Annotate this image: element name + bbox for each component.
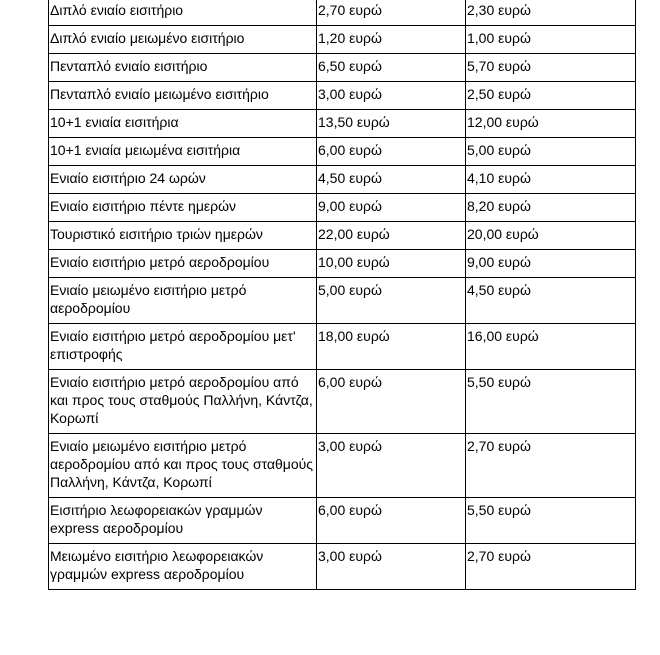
new-price-cell: 5,70 ευρώ [466,54,636,82]
table-row [49,434,636,498]
new-price-cell: 2,70 ευρώ [466,544,636,590]
price-cell: 6,00 ευρώ [317,498,466,544]
price-cell: 9,00 ευρώ [317,194,466,222]
ticket-type-cell: Ενιαίο εισιτήριο μετρό αεροδρομίου μετ' επιστροφής [49,324,317,370]
price-cell: 1,20 ευρώ [317,26,466,54]
ticket-type-cell: Μειωμένο εισιτήριο λεωφορειακών γραμμών express αεροδρομίου [49,544,317,590]
new-price-cell: 2,70 ευρώ [466,434,636,498]
table-row [49,324,636,370]
new-price-cell: 5,50 ευρώ [466,370,636,434]
ticket-type-cell: Ενιαίο εισιτήριο μετρό αεροδρομίου από και προς τους σταθμούς Παλλήνη, Κάντζα, Κορωπί [49,370,317,434]
table-row [49,194,636,222]
new-price-cell: 5,50 ευρώ [466,498,636,544]
price-cell: 13,50 ευρώ [317,110,466,138]
new-price-cell: 2,30 ευρώ [466,0,636,26]
ticket-type-cell: Διπλό ενιαίο εισιτήριο [49,0,317,26]
new-price-cell: 1,00 ευρώ [466,26,636,54]
table-row [49,498,636,544]
table-row [49,278,636,324]
price-cell: 6,00 ευρώ [317,370,466,434]
price-cell: 5,00 ευρώ [317,278,466,324]
new-price-cell: 4,10 ευρώ [466,166,636,194]
table-row [49,370,636,434]
ticket-type-cell: Διπλό ενιαίο μειωμένο εισιτήριο [49,26,317,54]
new-price-cell: 5,00 ευρώ [466,138,636,166]
ticket-type-cell: Εισιτήριο λεωφορειακών γραμμών express αεροδρομίου [49,498,317,544]
table-row [49,222,636,250]
new-price-cell: 8,20 ευρώ [466,194,636,222]
ticket-type-cell: Ενιαίο εισιτήριο 24 ωρών [49,166,317,194]
ticket-type-cell: Ενιαίο μειωμένο εισιτήριο μετρό αεροδρομίου [49,278,317,324]
fare-table [48,0,636,590]
table-row [49,26,636,54]
ticket-type-cell: 10+1 ενιαία μειωμένα εισιτήρια [49,138,317,166]
ticket-type-cell: Ενιαίο εισιτήριο πέντε ημερών [49,194,317,222]
ticket-type-cell: 10+1 ενιαία εισιτήρια [49,110,317,138]
table-row [49,110,636,138]
ticket-type-cell: Πενταπλό ενιαίο εισιτήριο [49,54,317,82]
price-cell: 2,70 ευρώ [317,0,466,26]
price-cell: 3,00 ευρώ [317,82,466,110]
table-row [49,138,636,166]
new-price-cell: 12,00 ευρώ [466,110,636,138]
new-price-cell: 4,50 ευρώ [466,278,636,324]
ticket-type-cell: Ενιαίο εισιτήριο μετρό αεροδρομίου [49,250,317,278]
price-cell: 18,00 ευρώ [317,324,466,370]
price-cell: 10,00 ευρώ [317,250,466,278]
table-row [49,250,636,278]
price-cell: 6,50 ευρώ [317,54,466,82]
new-price-cell: 16,00 ευρώ [466,324,636,370]
ticket-type-cell: Πενταπλό ενιαίο μειωμένο εισιτήριο [49,82,317,110]
new-price-cell: 2,50 ευρώ [466,82,636,110]
price-cell: 3,00 ευρώ [317,434,466,498]
table-row [49,54,636,82]
new-price-cell: 20,00 ευρώ [466,222,636,250]
price-cell: 22,00 ευρώ [317,222,466,250]
table-row [49,0,636,26]
table-row [49,82,636,110]
price-cell: 3,00 ευρώ [317,544,466,590]
table-row [49,544,636,590]
price-cell: 4,50 ευρώ [317,166,466,194]
table-row [49,166,636,194]
ticket-type-cell: Ενιαίο μειωμένο εισιτήριο μετρό αεροδρομίου από και προς τους σταθμούς Παλλήνη, Κάντζα, Κορωπί [49,434,317,498]
new-price-cell: 9,00 ευρώ [466,250,636,278]
fare-table-body [49,0,636,590]
price-cell: 6,00 ευρώ [317,138,466,166]
ticket-type-cell: Τουριστικό εισιτήριο τριών ημερών [49,222,317,250]
